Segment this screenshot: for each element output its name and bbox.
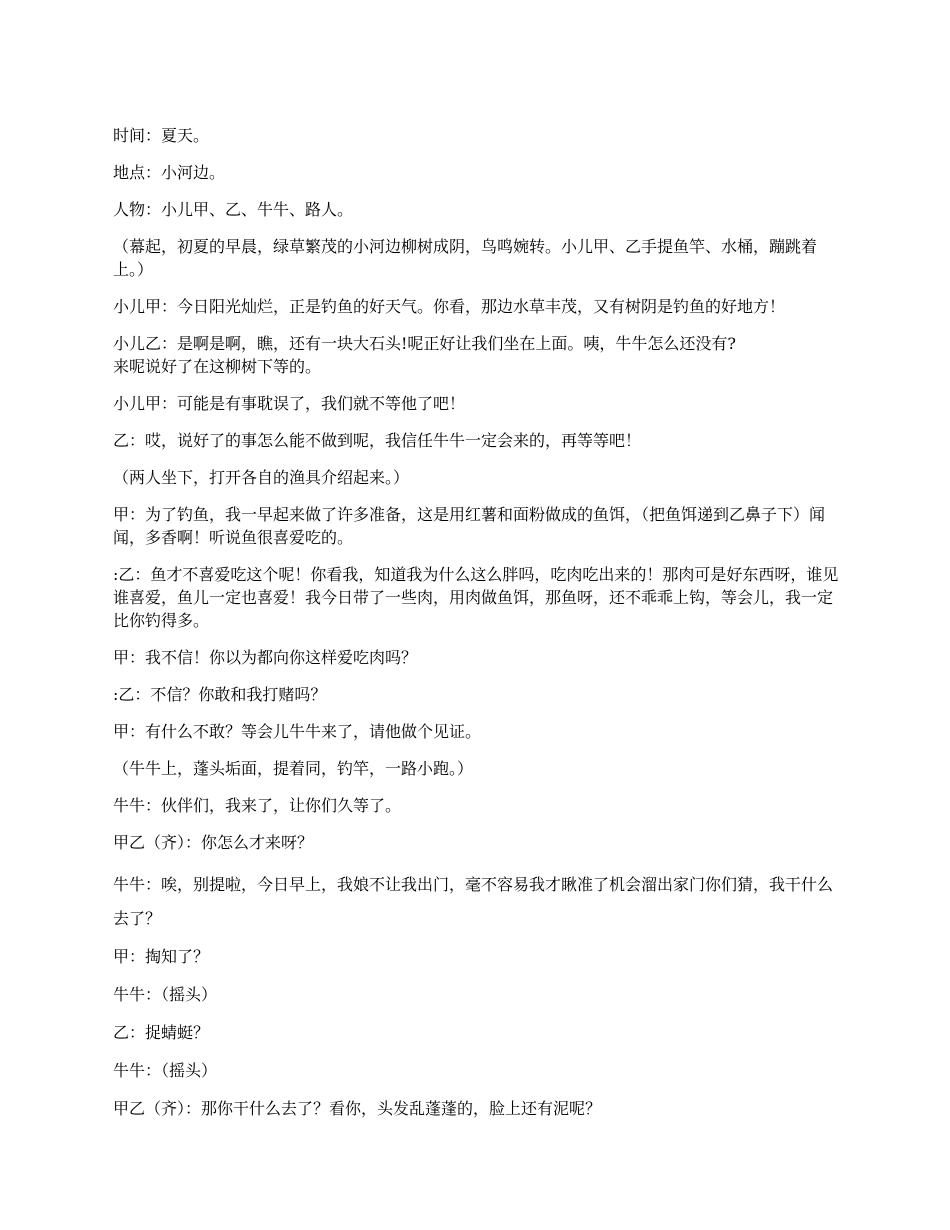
dialogue-line: 小儿甲：今日阳光灿烂，正是钓鱼的好天气。你看，那边水草丰茂，又有树阴是钓鱼的好地方！ [113, 297, 786, 316]
dialogue-line: 牛牛：唉，别提啦，今日早上，我娘不让我出门，毫不容易我才瞅准了机会溜出家门你们猜，我干什么去了？ [113, 875, 834, 928]
dialogue-line: 甲：掏知了？ [113, 947, 210, 966]
scene-place: 地点：小河边。 [113, 163, 226, 182]
dialogue-line: 小儿甲：可能是有事耽误了，我们就不等他了吧！ [113, 394, 466, 413]
dialogue-line: 乙：哎，说好了的事怎么能不做到呢，我信任牛牛一定会来的，再等等吧！ [113, 431, 642, 450]
dialogue-line: 牛牛：（摇头） [113, 985, 218, 1004]
dialogue-line: :乙：鱼才不喜爱吃这个呢！你看我，知道我为什么这么胖吗，吃肉吃出来的！那肉可是好东西呀，谁见谁喜爱，鱼儿一定也喜爱！我今日带了一些肉，用肉做鱼饵，那鱼呀，还不乖乖上钩，等会儿，我一定比你钓得多。 [113, 565, 839, 630]
document-page [113, 124, 843, 1130]
dialogue-line: 甲：有什么不敢？等会儿牛牛来了，请他做个见证。 [113, 722, 482, 741]
dialogue-line: 甲乙（齐）：那你干什么去了？看你，头发乱蓬蓬的，脸上还有泥呢？ [113, 1099, 602, 1118]
dialogue-line: 甲：我不信！你以为都向你这样爱吃肉吗？ [113, 648, 418, 667]
stage-direction: （两人坐下，打开各自的渔具介绍起来。） [113, 468, 410, 487]
scene-characters: 人物：小儿甲、乙、牛牛、路人。 [113, 200, 354, 219]
dialogue-line: 牛牛：伙伴们，我来了，让你们久等了。 [113, 796, 402, 815]
scene-time: 时间：夏天。 [113, 126, 210, 145]
dialogue-line: :乙：不信？你敢和我打赌吗？ [113, 685, 327, 704]
dialogue-line: 乙：捉蜻蜓？ [113, 1023, 210, 1042]
dialogue-line: 甲：为了钓鱼，我一早起来做了许多准备，这是用红薯和面粉做成的鱼饵，（把鱼饵递到乙鼻子下）闻闻，多香啊！听说鱼很喜爱吃的。 [113, 505, 826, 547]
dialogue-line: 甲乙（齐）：你怎么才来呀？ [113, 833, 314, 852]
stage-direction: （牛牛上，蓬头垢面，提着同，钓竿，一路小跑。） [113, 759, 474, 778]
stage-direction: （幕起，初夏的早晨，绿草繁茂的小河边柳树成阴，鸟鸣婉转。小儿甲、乙手提鱼竿、水桶，蹦跳着上。） [113, 237, 818, 279]
dialogue-line: 小儿乙：是啊是啊，瞧，还有一块大石头!呢正好让我们坐在上面。咦，牛牛怎么还没有? 来呢说好了在这柳树下等的。 [113, 334, 737, 376]
dialogue-line: 牛牛：（摇头） [113, 1061, 218, 1080]
